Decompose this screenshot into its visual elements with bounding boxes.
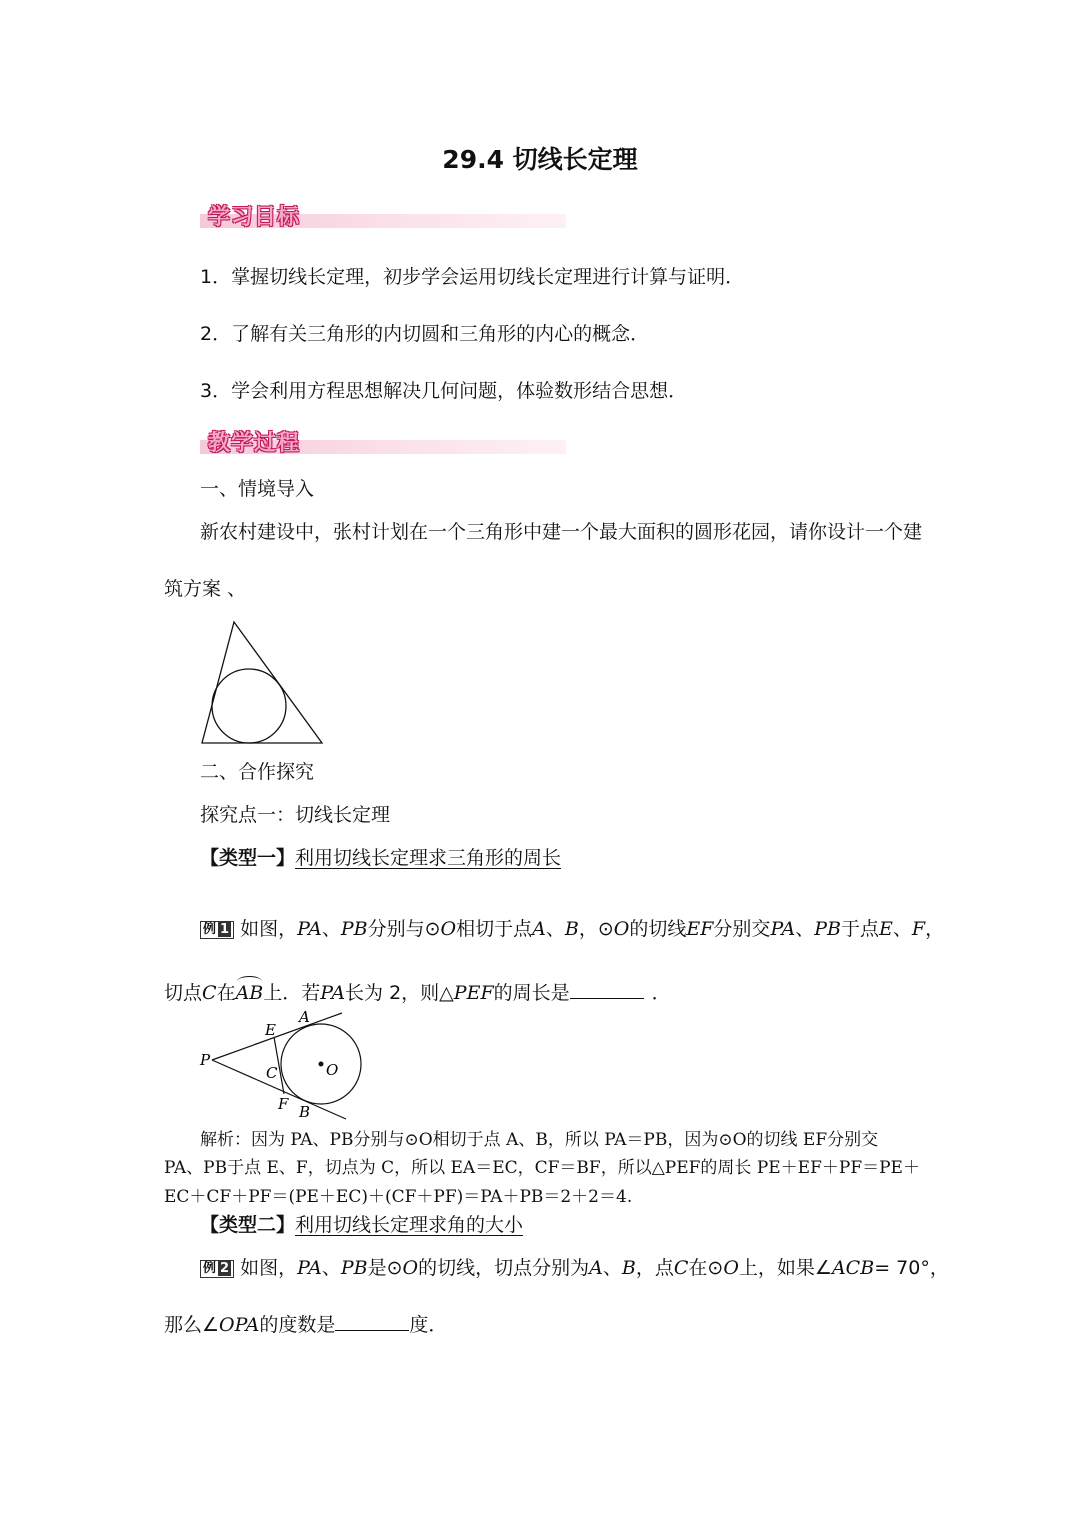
- answer-blank[interactable]: [570, 980, 644, 999]
- example-1-line-2: 切点C在AB上．若PA长为 2，则△PEF的周长是 ．: [164, 982, 671, 1004]
- example-2-line-2: 那么∠OPA的度数是 度．: [164, 1314, 448, 1336]
- solution-1-line-2: PA、PB于点 E、F，切点为 C，所以 EA＝EC，CF＝BF，所以△PEF的周长 PE＋EF＋PF＝PE＋: [164, 1158, 920, 1178]
- goal-1: 1．掌握切线长定理，初步学会运用切线长定理进行计算与证明．: [200, 266, 745, 288]
- label-p: P: [200, 1051, 211, 1069]
- example-1-line-1: 例 1 如图，PA、PB分别与⊙O相切于点A、B，⊙O的切线EF分别交PA、PB于点E、F，: [200, 914, 944, 941]
- label-f: F: [278, 1095, 289, 1113]
- label-c: C: [266, 1064, 278, 1082]
- type-2-heading: [200, 1210, 523, 1237]
- type-2-tag: 【类型二】: [200, 1214, 296, 1236]
- example-2-line-1: 例 2 如图，PA、PB是⊙O的切线，切点分别为A、B，点C在⊙O上，如果∠ACB= 70°，: [200, 1253, 949, 1280]
- solution-1-line-3: EC＋CF＋PF＝(PE＋EC)＋(CF＋PF)＝PA＋PB＝2＋2＝4.: [164, 1187, 633, 1207]
- exploration-point-1: 探究点一：切线长定理: [200, 804, 391, 826]
- banner-learning-goals: [200, 200, 566, 234]
- type-1-tag: 【类型一】: [200, 847, 296, 869]
- example-1-badge: 例 1: [200, 921, 234, 939]
- page-title: 29.4 切线长定理: [442, 145, 638, 174]
- goal-3: 3．学会利用方程思想解决几何问题，体验数形结合思想．: [200, 380, 688, 402]
- answer-blank[interactable]: [335, 1312, 409, 1331]
- example-2-badge: 例 2: [200, 1260, 234, 1278]
- banner-label: 教学过程: [208, 431, 301, 456]
- incircle-triangle-figure: [196, 614, 330, 750]
- section-heading-cooperation: 二、合作探究: [200, 761, 315, 783]
- type-1-title: 利用切线长定理求三角形的周长: [295, 847, 562, 869]
- center-dot: [319, 1062, 324, 1067]
- label-o: O: [326, 1061, 339, 1079]
- banner-teaching-process: [200, 426, 566, 460]
- inscribed-circle: [212, 669, 286, 743]
- label-a: A: [299, 1008, 310, 1026]
- intro-text-line-1: 新农村建设中，张村计划在一个三角形中建一个最大面积的圆形花园，请你设计一个建: [200, 521, 923, 543]
- solution-1-line-1: 解析：因为 PA、PB分别与⊙O相切于点 A、B，所以 PA＝PB，因为⊙O的切线 EF分别交: [200, 1130, 879, 1150]
- type-1-heading: [200, 843, 561, 870]
- banner-label: 学习目标: [208, 205, 301, 230]
- section-heading-intro: 一、情境导入: [200, 478, 315, 500]
- tangent-lines-figure: [196, 1006, 376, 1126]
- intro-text-line-2: 筑方案 、: [164, 578, 247, 600]
- label-b: B: [299, 1103, 311, 1121]
- type-2-title: 利用切线长定理求角的大小: [295, 1214, 524, 1236]
- label-e: E: [265, 1021, 276, 1039]
- arc-ab: AB: [235, 982, 264, 1004]
- goal-2: 2．了解有关三角形的内切圆和三角形的内心的概念．: [200, 323, 650, 345]
